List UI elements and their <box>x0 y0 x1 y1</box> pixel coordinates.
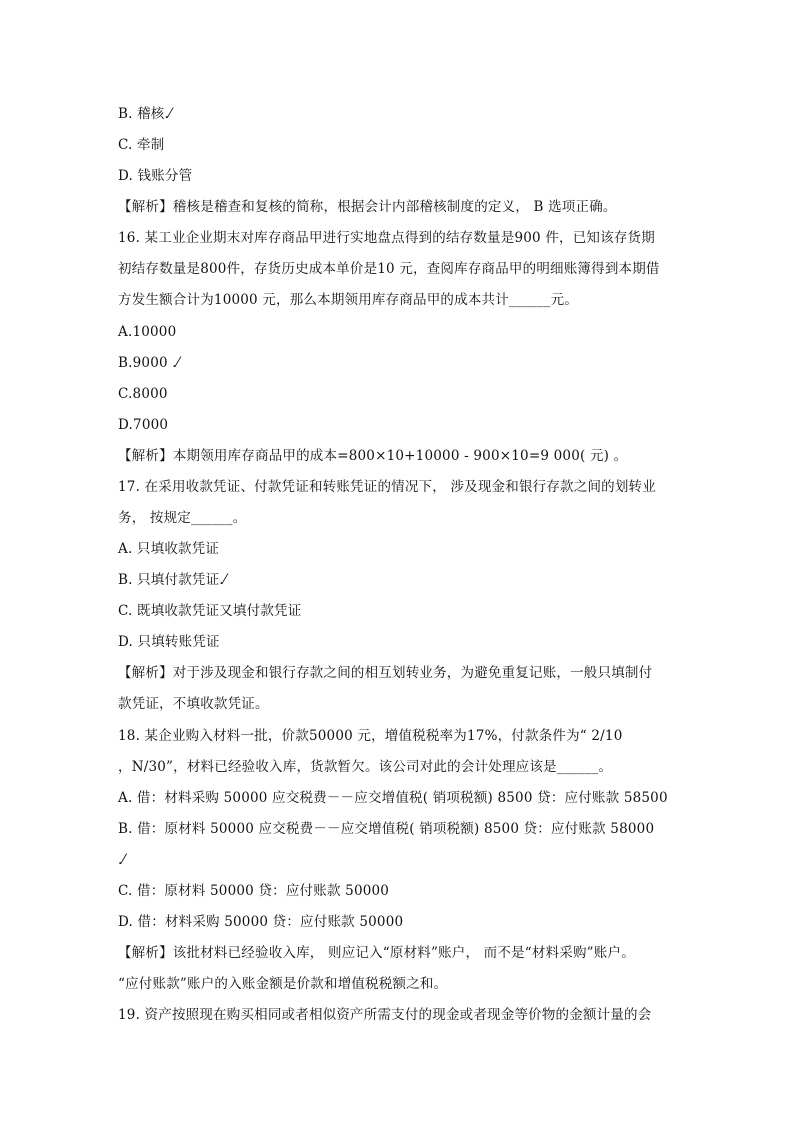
option-d-q16: D.7000 <box>118 417 169 433</box>
question-16-line-2: 初结存数量是800件，存货历史成本单价是10 元，查阅库存商品甲的明细账簿得到本期借 <box>118 261 660 277</box>
option-b-q18-checkmark: .⁄ <box>118 852 125 868</box>
question-18-line-1: 18. 某企业购入材料一批，价款50000 元，增值税税率为17%，付款条件为“ 2/10 <box>118 728 623 744</box>
question-16-line-3: 方发生额合计为10000 元，那么本期领用库存商品甲的成本共计______元。 <box>118 292 579 308</box>
question-19-line-1: 19. 资产按照现在购买相同或者相似资产所需支付的现金或者现金等价物的金额计量的会 <box>118 1007 652 1023</box>
analysis-q16: 【解析】本期领用库存商品甲的成本=800×10+10000 - 900×10=9 000( 元) 。 <box>118 448 628 464</box>
option-c-q18: C. 借：原材料 50000 贷：应付账款 50000 <box>118 883 390 899</box>
option-c-q17: C. 既填收款凭证又填付款凭证 <box>118 603 302 619</box>
option-d-q17: D. 只填转账凭证 <box>118 634 220 650</box>
option-b-q15: B. 稽核.⁄ <box>118 106 172 122</box>
question-18-line-2: ，N/30”，材料已经验收入库，货款暂欠。该公司对此的会计处理应该是______。 <box>118 759 613 775</box>
option-a-q17: A. 只填收款凭证 <box>118 541 220 557</box>
analysis-q18-line-2: “应付账款”账户的入账金额是价款和增值税税额之和。 <box>118 976 448 992</box>
question-16-line-1: 16. 某工业企业期末对库存商品甲进行实地盘点得到的结存数量是900 件，已知该存货期 <box>118 230 655 246</box>
analysis-q17-line-1: 【解析】对于涉及现金和银行存款之间的相互划转业务，为避免重复记账，一般只填制付 <box>118 665 653 681</box>
option-a-q16: A.10000 <box>118 324 177 340</box>
option-d-q18: D. 借：材料采购 50000 贷：应付账款 50000 <box>118 914 404 930</box>
option-b-q16: B.9000 .⁄ <box>118 355 180 371</box>
option-b-q17: B. 只填付款凭证.⁄ <box>118 572 227 588</box>
option-a-q18: A. 借：材料采购 50000 应交税费－－应交增值税( 销项税额) 8500 贷：应付账款 58500 <box>118 790 668 806</box>
option-b-q18: B. 借：原材料 50000 应交税费－－应交增值税( 销项税额) 8500 贷：应付账款 58000 <box>118 821 655 837</box>
question-17-line-1: 17. 在采用收款凭证、付款凭证和转账凭证的情况下， 涉及现金和银行存款之间的划转业 <box>118 479 656 495</box>
analysis-q18-line-1: 【解析】该批材料已经验收入库， 则应记入“原材料”账户， 而不是“材料采购”账户。 <box>118 945 635 961</box>
option-d-q15: D. 钱账分管 <box>118 168 193 184</box>
analysis-q17-line-2: 款凭证，不填收款凭证。 <box>118 696 269 712</box>
option-c-q15: C. 牵制 <box>118 137 165 153</box>
analysis-q15: 【解析】稽核是稽查和复核的简称，根据会计内部稽核制度的定义， B 选项正确。 <box>118 199 617 215</box>
question-17-line-2: 务， 按规定______。 <box>118 510 247 526</box>
option-c-q16: C.8000 <box>118 386 168 402</box>
